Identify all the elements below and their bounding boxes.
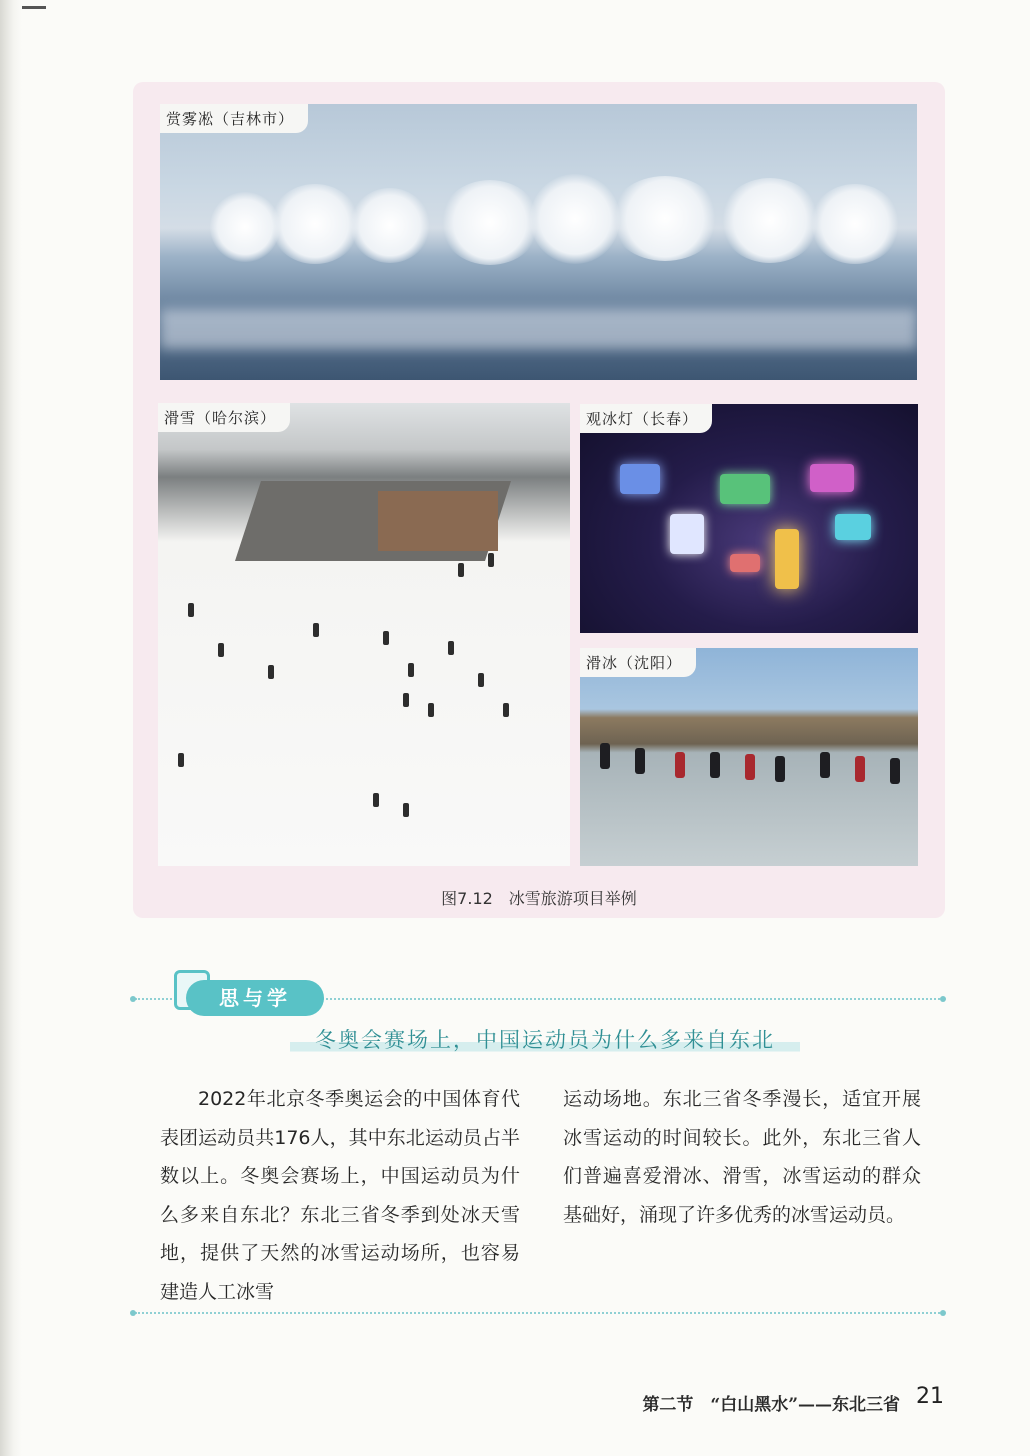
skater [820,752,830,778]
ice-lantern [620,464,660,494]
skier [403,803,409,817]
rime-tree [350,188,430,263]
skier [448,641,454,655]
photo-skating-shenyang [580,648,918,866]
ice-lantern [835,514,871,540]
skater [600,743,610,769]
photo-rime-jilin [160,104,917,380]
ice-lantern [810,464,854,492]
skier [178,753,184,767]
photo-label: 滑冰（沈阳） [580,648,696,677]
paragraph-right: 运动场地。东北三省冬季漫长，适宜开展冰雪运动的时间较长。此外，东北三省人们普遍喜爱滑冰、滑雪，冰雪运动的群众基础好，涌现了许多优秀的冰雪运动员。 [563,1088,921,1226]
figure-caption: 图7.12 冰雪旅游项目举例 [441,889,637,908]
skater [635,748,645,774]
photo-label: 观冰灯（长春） [580,404,712,433]
footer-section-title: 第二节 “白山黑水”——东北三省 [642,1395,900,1415]
photo-label: 赏雾凇（吉林市） [160,104,308,133]
skier [478,673,484,687]
corner-mark [22,6,46,9]
skier [503,703,509,717]
rime-tree [440,180,540,265]
skier [383,631,389,645]
skater [890,758,900,784]
binding-edge [0,0,22,1456]
skater [855,756,865,782]
skater [775,756,785,782]
divider-dot [940,1310,946,1316]
rime-tree [810,184,900,264]
think-learn-badge: 思与学 [186,980,324,1016]
ice-lantern [720,474,770,504]
rime-tree [720,178,820,263]
photo-ski-harbin [158,403,570,866]
skater [675,752,685,778]
section-question-title: 冬奥会赛场上，中国运动员为什么多来自东北 [290,1024,800,1054]
skier [188,603,194,617]
skier [488,553,494,567]
skater [745,754,755,780]
rime-tree [530,174,620,264]
photo-ice-lantern-changchun [580,404,918,633]
divider-dot [130,1310,136,1316]
skier [268,665,274,679]
paragraph-left: 2022年北京冬季奥运会的中国体育代表团运动员共176人，其中东北运动员占半数以上。冬奥会赛场上，中国运动员为什么多来自东北？东北三省冬季到处冰天雪地，提供了天然的冰雪运动场所，也容易建造人工冰雪 [160,1088,520,1303]
divider-dot [940,996,946,1002]
ice-lantern [730,554,760,572]
skater [710,752,720,778]
skier [313,623,319,637]
ice-lantern [670,514,704,554]
skier [218,643,224,657]
skier [428,703,434,717]
skier [458,563,464,577]
rime-tree [610,176,720,261]
page-number: 21 [916,1384,944,1409]
skier [403,693,409,707]
ice-lantern [775,529,799,589]
photo-label: 滑雪（哈尔滨） [158,403,290,432]
river-fog [160,309,917,349]
divider-dot [130,996,136,1002]
ski-lodge-wall [378,491,498,551]
rime-tree [270,184,360,264]
box-bottom-divider [135,1312,943,1314]
skier [373,793,379,807]
skier [408,663,414,677]
